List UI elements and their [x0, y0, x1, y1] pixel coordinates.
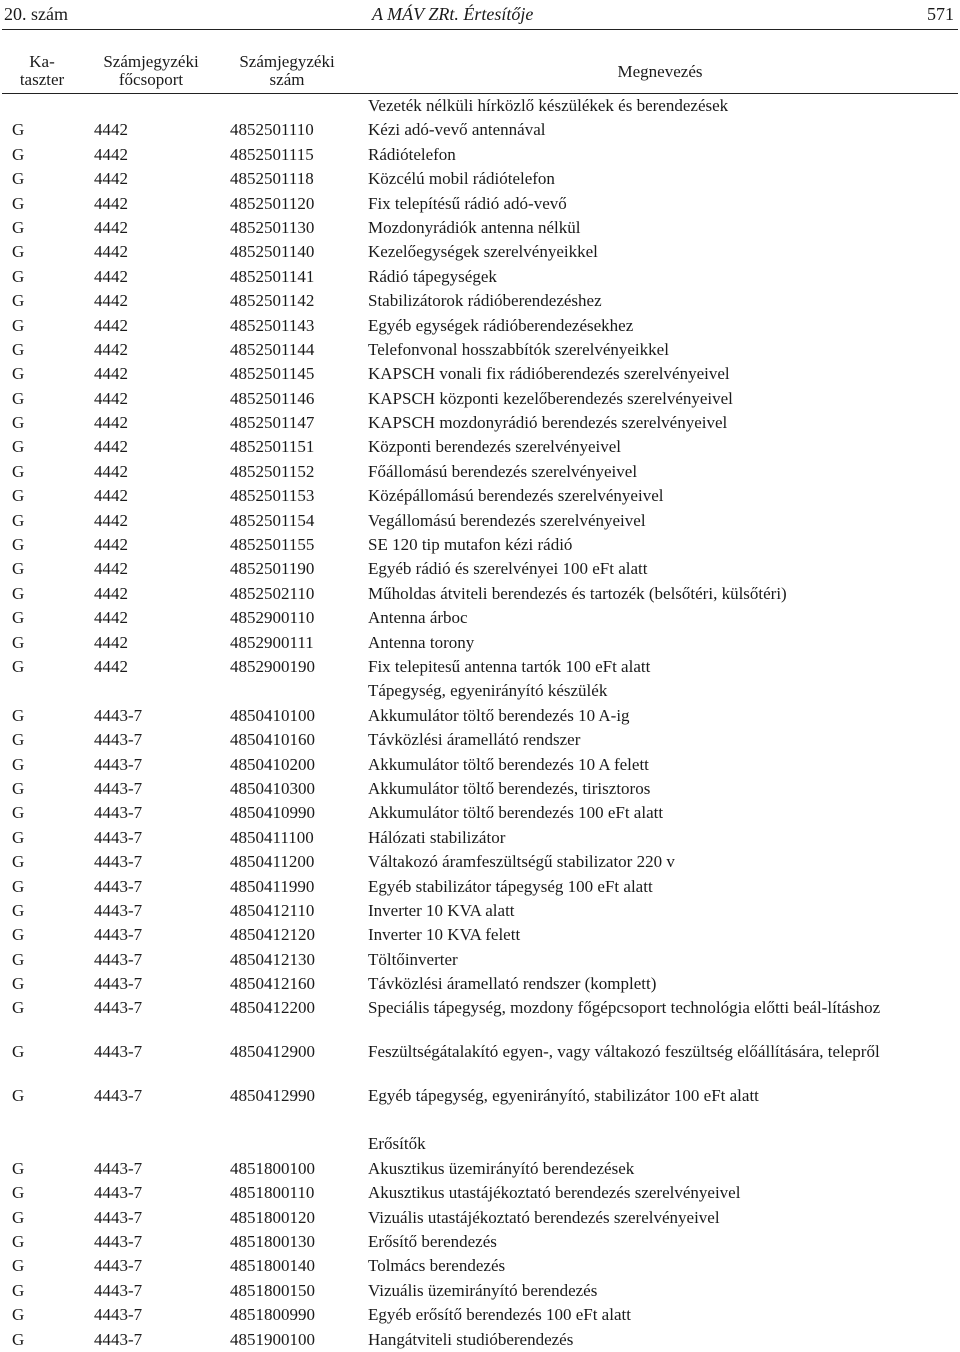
focsoport-cell: 4442	[94, 193, 128, 213]
focsoport-cell: 4443-7	[94, 1329, 143, 1349]
focsoport-cell: 4442	[94, 217, 128, 237]
kataszter-cell: G	[12, 656, 25, 676]
szam-cell: 4852501151	[230, 437, 315, 457]
kataszter-cell: G	[12, 169, 25, 189]
focsoport-cell: 4443-7	[94, 925, 143, 945]
kataszter-cell: G	[12, 925, 25, 945]
szam-cell: 4851800100	[230, 1158, 315, 1178]
kataszter-cell: G	[12, 1231, 25, 1251]
issue-number: 20. szám	[4, 4, 68, 24]
table-row	[0, 1181, 960, 1205]
table-row	[0, 143, 960, 167]
section-title: Vezeték nélküli hírközlő készülékek és berendezések	[368, 96, 729, 115]
kataszter-cell: G	[12, 827, 25, 847]
page-header	[0, 0, 960, 30]
szam-cell: 4850412200	[230, 998, 315, 1018]
megnevezes-cell: Akkumulátor töltő berendezés 10 A-ig	[368, 705, 630, 725]
kataszter-cell: G	[12, 1305, 25, 1325]
szam-cell: 4850411200	[230, 852, 315, 872]
kataszter-cell: G	[12, 705, 25, 725]
szam-cell: 4851800120	[230, 1207, 315, 1227]
kataszter-cell: G	[12, 486, 25, 506]
megnevezes-cell: Közcélú mobil rádiótelefon	[368, 169, 555, 189]
szam-cell: 4850411100	[230, 827, 314, 847]
megnevezes-cell: Középállomású berendezés szerelvényeivel	[368, 486, 664, 506]
kataszter-cell: G	[12, 1256, 25, 1276]
table-row	[0, 1040, 960, 1084]
megnevezes-cell: Műholdas átviteli berendezés és tartozék (belsőtéri, külsőtéri)	[368, 583, 787, 603]
kataszter-cell: G	[12, 778, 25, 798]
szam-cell: 4852900190	[230, 656, 315, 676]
szam-cell: 4850412130	[230, 949, 315, 969]
megnevezes-cell: Központi berendezés szerelvényeivel	[368, 437, 621, 457]
table-row	[0, 484, 960, 508]
megnevezes-cell: KAPSCH központi kezelőberendezés szerelvényeivel	[368, 388, 733, 408]
table-row	[0, 826, 960, 850]
megnevezes-cell: Főállomású berendezés szerelvényeivel	[368, 461, 638, 481]
kataszter-cell: G	[12, 1329, 25, 1349]
table-row	[0, 240, 960, 264]
megnevezes-cell: Stabilizátorok rádióberendezéshez	[368, 291, 602, 311]
megnevezes-cell: Vizuális utastájékoztató berendezés szerelvényeivel	[368, 1207, 720, 1227]
szam-cell: 4852501120	[230, 193, 315, 213]
table-row	[0, 362, 960, 386]
focsoport-cell: 4443-7	[94, 1305, 143, 1325]
megnevezes-cell: Töltőinverter	[368, 949, 458, 969]
focsoport-cell: 4443-7	[94, 730, 143, 750]
focsoport-cell: 4442	[94, 437, 128, 457]
szam-cell: 4852502110	[230, 583, 315, 603]
szam-cell: 4850410160	[230, 730, 315, 750]
focsoport-cell: 4443-7	[94, 900, 143, 920]
section-heading-row	[0, 679, 960, 703]
section-title: Erősítők	[368, 1134, 426, 1154]
kataszter-cell: G	[12, 364, 25, 384]
table-row	[0, 875, 960, 899]
focsoport-cell: 4443-7	[94, 705, 143, 725]
table-row	[0, 265, 960, 289]
megnevezes-cell: Egyéb erősítő berendezés 100 eFt alatt	[368, 1305, 631, 1325]
table-row	[0, 216, 960, 240]
page-number: 571	[927, 4, 954, 24]
table-row	[0, 1303, 960, 1327]
table-row	[0, 557, 960, 581]
focsoport-cell: 4442	[94, 144, 128, 164]
megnevezes-cell: Távközlési áramellátó rendszer	[368, 730, 581, 750]
szam-cell: 4852501146	[230, 388, 315, 408]
szam-cell: 4851800990	[230, 1305, 315, 1325]
kataszter-cell: G	[12, 730, 25, 750]
megnevezes-cell: Antenna torony	[368, 632, 475, 652]
kataszter-cell: G	[12, 120, 25, 140]
table-header	[0, 52, 960, 94]
column-header-kataszter-line2: taszter	[19, 70, 65, 89]
szam-cell: 4850411990	[230, 876, 315, 896]
column-header-szam-line2: szám	[269, 70, 305, 89]
focsoport-cell: 4442	[94, 510, 128, 530]
szam-cell: 4851800150	[230, 1280, 315, 1300]
szam-cell: 4851900100	[230, 1329, 315, 1349]
focsoport-cell: 4443-7	[94, 998, 143, 1018]
publication-title: A MÁV ZRt. Értesítője	[372, 4, 534, 24]
szam-cell: 4852900111	[230, 632, 314, 652]
focsoport-cell: 4443-7	[94, 803, 143, 823]
megnevezes-cell: Speciális tápegység, mozdony főgépcsoport technológia előtti beál-lításhoz	[368, 998, 881, 1018]
megnevezes-cell: Vizuális üzemirányító berendezés	[368, 1280, 598, 1300]
focsoport-cell: 4443-7	[94, 1085, 143, 1105]
table-row	[0, 387, 960, 411]
table-row	[0, 801, 960, 825]
kataszter-cell: G	[12, 535, 25, 555]
szam-cell: 4850412900	[230, 1042, 315, 1062]
kataszter-cell: G	[12, 1158, 25, 1178]
megnevezes-cell: Tolmács berendezés	[368, 1256, 506, 1276]
megnevezes-cell: Antenna árboc	[368, 608, 468, 628]
kataszter-cell: G	[12, 998, 25, 1018]
szam-cell: 4850412990	[230, 1085, 315, 1105]
megnevezes-cell: Egyéb egységek rádióberendezésekhez	[368, 315, 634, 335]
kataszter-cell: G	[12, 1280, 25, 1300]
focsoport-cell: 4442	[94, 413, 128, 433]
section-heading-row	[0, 1132, 960, 1156]
szam-cell: 4852501141	[230, 266, 315, 286]
megnevezes-cell: Fix telepítésű rádió adó-vevő	[368, 193, 567, 213]
focsoport-cell: 4442	[94, 120, 128, 140]
column-header-kataszter	[12, 53, 72, 89]
table-row	[0, 338, 960, 362]
table-row	[0, 655, 960, 679]
kataszter-cell: G	[12, 1207, 25, 1227]
megnevezes-cell: Inverter 10 KVA alatt	[368, 900, 515, 920]
focsoport-cell: 4442	[94, 535, 128, 555]
szam-cell: 4852501154	[230, 510, 315, 530]
szam-cell: 4852501145	[230, 364, 315, 384]
column-header-megnevezes: Megnevezés	[617, 62, 703, 81]
megnevezes-cell: Egyéb rádió és szerelvényei 100 eFt alatt	[368, 559, 648, 579]
focsoport-cell: 4443-7	[94, 949, 143, 969]
kataszter-cell: G	[12, 1183, 25, 1203]
megnevezes-cell: Feszültségátalakító egyen-, vagy váltakozó feszültség előállítására, telepről	[368, 1042, 880, 1062]
focsoport-cell: 4442	[94, 656, 128, 676]
table-row	[0, 314, 960, 338]
table-row	[0, 728, 960, 752]
megnevezes-cell: Akkumulátor töltő berendezés 100 eFt alatt	[368, 803, 664, 823]
kataszter-cell: G	[12, 949, 25, 969]
szam-cell: 4852501130	[230, 217, 315, 237]
szam-cell: 4851800130	[230, 1231, 315, 1251]
kataszter-cell: G	[12, 803, 25, 823]
szam-cell: 4850412160	[230, 974, 315, 994]
megnevezes-cell: Erősítő berendezés	[368, 1231, 497, 1251]
megnevezes-cell: Távközlési áramellató rendszer (komplett)	[368, 974, 657, 994]
szam-cell: 4852501153	[230, 486, 315, 506]
table-body	[0, 94, 960, 1352]
column-header-focsoport-line2: főcsoport	[118, 70, 184, 89]
szam-cell: 4850410100	[230, 705, 315, 725]
focsoport-cell: 4443-7	[94, 1231, 143, 1251]
table-row	[0, 753, 960, 777]
megnevezes-cell: SE 120 tip mutafon kézi rádió	[368, 535, 573, 555]
szam-cell: 4850410990	[230, 803, 315, 823]
megnevezes-cell: Telefonvonal hosszabbítók szerelvényeikkel	[368, 339, 669, 359]
table-row	[0, 850, 960, 874]
kataszter-cell: G	[12, 876, 25, 896]
megnevezes-cell: Egyéb stabilizátor tápegység 100 eFt alatt	[368, 876, 653, 896]
table-row	[0, 509, 960, 533]
kataszter-cell: G	[12, 632, 25, 652]
table-row	[0, 435, 960, 459]
megnevezes-cell: Kézi adó-vevő antennával	[368, 120, 546, 140]
kataszter-cell: G	[12, 754, 25, 774]
column-header-kataszter-line1: Ka-	[29, 52, 55, 71]
focsoport-cell: 4442	[94, 388, 128, 408]
table-row	[0, 289, 960, 313]
szam-cell: 4852501140	[230, 242, 315, 262]
megnevezes-cell: Kezelőegységek szerelvényeikkel	[368, 242, 598, 262]
focsoport-cell: 4443-7	[94, 876, 143, 896]
kataszter-cell: G	[12, 852, 25, 872]
kataszter-cell: G	[12, 583, 25, 603]
kataszter-cell: G	[12, 242, 25, 262]
kataszter-cell: G	[12, 144, 25, 164]
szam-cell: 4852501118	[230, 169, 314, 189]
focsoport-cell: 4443-7	[94, 827, 143, 847]
megnevezes-cell: KAPSCH mozdonyrádió berendezés szerelvényeivel	[368, 413, 728, 433]
kataszter-cell: G	[12, 315, 25, 335]
szam-cell: 4850412120	[230, 925, 315, 945]
kataszter-cell: G	[12, 437, 25, 457]
kataszter-cell: G	[12, 974, 25, 994]
focsoport-cell: 4442	[94, 461, 128, 481]
megnevezes-cell: Rádió tápegységek	[368, 266, 497, 286]
table-row	[0, 582, 960, 606]
szam-cell: 4850410300	[230, 778, 315, 798]
section-spacer	[0, 1108, 960, 1132]
table-row	[0, 996, 960, 1040]
focsoport-cell: 4442	[94, 608, 128, 628]
focsoport-cell: 4443-7	[94, 778, 143, 798]
header-divider	[2, 29, 958, 30]
megnevezes-cell: Akkumulátor töltő berendezés, tirisztoros	[368, 778, 651, 798]
table-row	[0, 948, 960, 972]
kataszter-cell: G	[12, 608, 25, 628]
megnevezes-cell: Inverter 10 KVA felett	[368, 925, 521, 945]
szam-cell: 4852501155	[230, 535, 315, 555]
table-row	[0, 192, 960, 216]
table-row	[0, 460, 960, 484]
megnevezes-cell: Akkumulátor töltő berendezés 10 A felett	[368, 754, 649, 774]
kataszter-cell: G	[12, 339, 25, 359]
section-heading-row	[0, 94, 960, 118]
kataszter-cell: G	[12, 217, 25, 237]
focsoport-cell: 4443-7	[94, 974, 143, 994]
table-row	[0, 899, 960, 923]
megnevezes-cell: KAPSCH vonali fix rádióberendezés szerelvényeivel	[368, 364, 730, 384]
kataszter-cell: G	[12, 1042, 25, 1062]
focsoport-cell: 4443-7	[94, 754, 143, 774]
focsoport-cell: 4442	[94, 339, 128, 359]
table-row	[0, 1328, 960, 1352]
szam-cell: 4852501152	[230, 461, 315, 481]
table-row	[0, 533, 960, 557]
szam-cell: 4850412110	[230, 900, 315, 920]
megnevezes-cell: Akusztikus üzemirányító berendezések	[368, 1158, 635, 1178]
szam-cell: 4852501115	[230, 144, 314, 164]
szam-cell: 4851800110	[230, 1183, 315, 1203]
megnevezes-cell: Vegállomású berendezés szerelvényeivel	[368, 510, 646, 530]
megnevezes-cell: Akusztikus utastájékoztató berendezés szerelvényeivel	[368, 1183, 741, 1203]
kataszter-cell: G	[12, 266, 25, 286]
focsoport-cell: 4443-7	[94, 852, 143, 872]
megnevezes-cell: Egyéb tápegység, egyenirányító, stabilizátor 100 eFt alatt	[368, 1085, 759, 1105]
kataszter-cell: G	[12, 388, 25, 408]
column-header-focsoport-line1: Számjegyzéki	[103, 52, 199, 71]
table-row	[0, 972, 960, 996]
section-title: Tápegység, egyenirányító készülék	[368, 681, 608, 701]
kataszter-cell: G	[12, 559, 25, 579]
szam-cell: 4852900110	[230, 608, 315, 628]
focsoport-cell: 4443-7	[94, 1207, 143, 1227]
table-row	[0, 1279, 960, 1303]
kataszter-cell: G	[12, 1085, 25, 1105]
focsoport-cell: 4443-7	[94, 1158, 143, 1178]
szam-cell: 4852501144	[230, 339, 315, 359]
focsoport-cell: 4442	[94, 266, 128, 286]
table-row	[0, 1206, 960, 1230]
table-row	[0, 1084, 960, 1108]
table-row	[0, 1157, 960, 1181]
kataszter-cell: G	[12, 510, 25, 530]
szam-cell: 4851800140	[230, 1256, 315, 1276]
table-row	[0, 704, 960, 728]
table-row	[0, 167, 960, 191]
megnevezes-cell: Rádiótelefon	[368, 144, 456, 164]
table-row	[0, 1254, 960, 1278]
kataszter-cell: G	[12, 413, 25, 433]
megnevezes-cell: Mozdonyrádiók antenna nélkül	[368, 217, 581, 237]
szam-cell: 4852501190	[230, 559, 315, 579]
table-row	[0, 118, 960, 142]
megnevezes-cell: Hangátviteli studióberendezés	[368, 1329, 574, 1349]
table-row	[0, 631, 960, 655]
kataszter-cell: G	[12, 291, 25, 311]
focsoport-cell: 4442	[94, 364, 128, 384]
megnevezes-cell: Váltakozó áramfeszültségű stabilizator 220 v	[368, 852, 675, 872]
table-row	[0, 777, 960, 801]
table-row	[0, 1230, 960, 1254]
megnevezes-cell: Fix telepitesű antenna tartók 100 eFt alatt	[368, 656, 651, 676]
table-row	[0, 606, 960, 630]
focsoport-cell: 4442	[94, 169, 128, 189]
table-row	[0, 923, 960, 947]
table-row	[0, 411, 960, 435]
focsoport-cell: 4442	[94, 632, 128, 652]
kataszter-cell: G	[12, 900, 25, 920]
megnevezes-cell: Hálózati stabilizátor	[368, 827, 506, 847]
focsoport-cell: 4443-7	[94, 1042, 143, 1062]
szam-cell: 4850410200	[230, 754, 315, 774]
focsoport-cell: 4443-7	[94, 1183, 143, 1203]
focsoport-cell: 4442	[94, 291, 128, 311]
focsoport-cell: 4443-7	[94, 1280, 143, 1300]
focsoport-cell: 4442	[94, 583, 128, 603]
kataszter-cell: G	[12, 193, 25, 213]
szam-cell: 4852501147	[230, 413, 315, 433]
szam-cell: 4852501143	[230, 315, 315, 335]
kataszter-cell: G	[12, 461, 25, 481]
column-header-focsoport	[88, 53, 214, 89]
focsoport-cell: 4442	[94, 315, 128, 335]
column-header-szam-line1: Számjegyzéki	[239, 52, 335, 71]
focsoport-cell: 4442	[94, 242, 128, 262]
szam-cell: 4852501110	[230, 120, 314, 140]
focsoport-cell: 4442	[94, 559, 128, 579]
szam-cell: 4852501142	[230, 291, 315, 311]
focsoport-cell: 4443-7	[94, 1256, 143, 1276]
column-header-szam	[226, 53, 348, 89]
focsoport-cell: 4442	[94, 486, 128, 506]
